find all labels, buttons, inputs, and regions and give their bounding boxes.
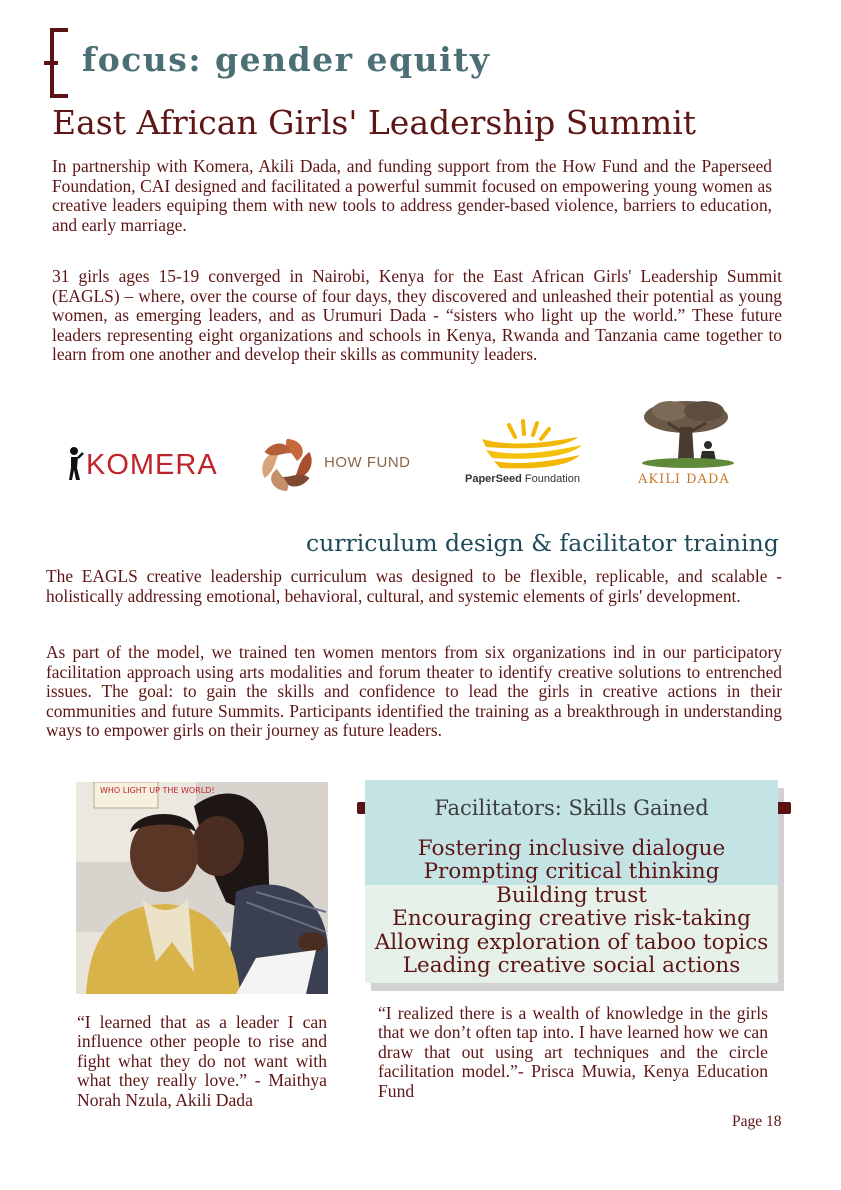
skills-item: Allowing exploration of taboo topics <box>374 929 769 955</box>
skills-item: Building trust <box>496 882 647 908</box>
quote-maithya: “I learned that as a leader I can influence other people to rise and fight what they do not want with what they really love.” - Maithya Norah Nzula, Akili Dada <box>77 1012 327 1110</box>
paperseed-sun-icon <box>460 417 590 471</box>
intro-paragraph-2: 31 girls ages 15-19 converged in Nairobi, Kenya for the East African Girls' Leadership Summit (EAGLS) – where, over the course of four days, they discovered and unleashed their potential as young women, as emerging leaders, and as Urumuri Dada - “sisters who light up the world.” These future leaders representing eight organizations and schools in Kenya, Rwanda and Tanzania came together to learn from one another and develop their skills as community leaders. <box>52 266 782 364</box>
akilidada-wordmark: AKILI DADA <box>638 472 730 487</box>
komera-figure-icon <box>66 446 86 482</box>
poster-text: WHO LIGHT UP THE WORLD! <box>100 786 215 795</box>
section-label: focus: gender equity <box>82 40 491 79</box>
komera-logo <box>66 443 244 487</box>
komera-wordmark: KOMERA <box>86 449 218 481</box>
akilidada-tree-icon <box>634 397 744 471</box>
skills-item: Fostering inclusive dialogue <box>417 836 726 861</box>
paperseed-wordmark: PaperSeed Foundation <box>465 473 580 485</box>
curriculum-paragraph-2: As part of the model, we trained ten women mentors from six organizations ind in our participatory facilitation approach using arts modalities and forum theater to identify creative solutions to entrenched issues. The goal: to gain the skills and confidence to lead the girls in creative actions in their communities and future Summits. Participants identified the training as a breakthrough in understanding ways to empower girls on their journey as future leaders. <box>46 642 782 740</box>
section-bracket-stub <box>44 61 58 65</box>
skills-item: Encouraging creative risk-taking <box>392 906 751 932</box>
summit-photo <box>76 782 328 994</box>
skills-item: Leading creative social actions <box>402 953 741 979</box>
howfund-logo <box>258 437 428 493</box>
page-title: East African Girls' Leadership Summit <box>52 103 697 142</box>
page-number: Page 18 <box>732 1113 782 1130</box>
paperseed-logo <box>460 417 600 493</box>
intro-paragraph-1: In partnership with Komera, Akili Dada, and funding support from the How Fund and the Paperseed Foundation, CAI designed and facilitated a powerful summit focused on empowering young women as creative leaders equiping them with new tools to address gender-based violence, barriers to education, and early marriage. <box>52 156 772 235</box>
photo-illustration <box>76 782 328 994</box>
quote-prisca: “I realized there is a wealth of knowledge in the girls that we don’t often tap into. I have learned how we can draw that out using art techniques and the circle facilitation model.”- Prisca Muwia, Kenya Education Fund <box>378 1003 768 1101</box>
skills-list <box>365 837 778 977</box>
skills-box <box>365 780 778 983</box>
skills-title: Facilitators: Skills Gained <box>434 796 709 820</box>
curriculum-paragraph-1: The EAGLS creative leadership curriculum was designed to be flexible, replicable, and scalable - holistically addressing emotional, behavioral, cultural, and systemic elements of girls' development. <box>46 566 782 606</box>
howfund-wordmark: HOW FUND <box>324 454 411 471</box>
curriculum-heading: curriculum design & facilitator training <box>306 529 779 557</box>
skills-item: Prompting critical thinking <box>423 859 720 885</box>
howfund-swirl-icon <box>258 437 316 493</box>
akilidada-logo <box>634 397 744 495</box>
